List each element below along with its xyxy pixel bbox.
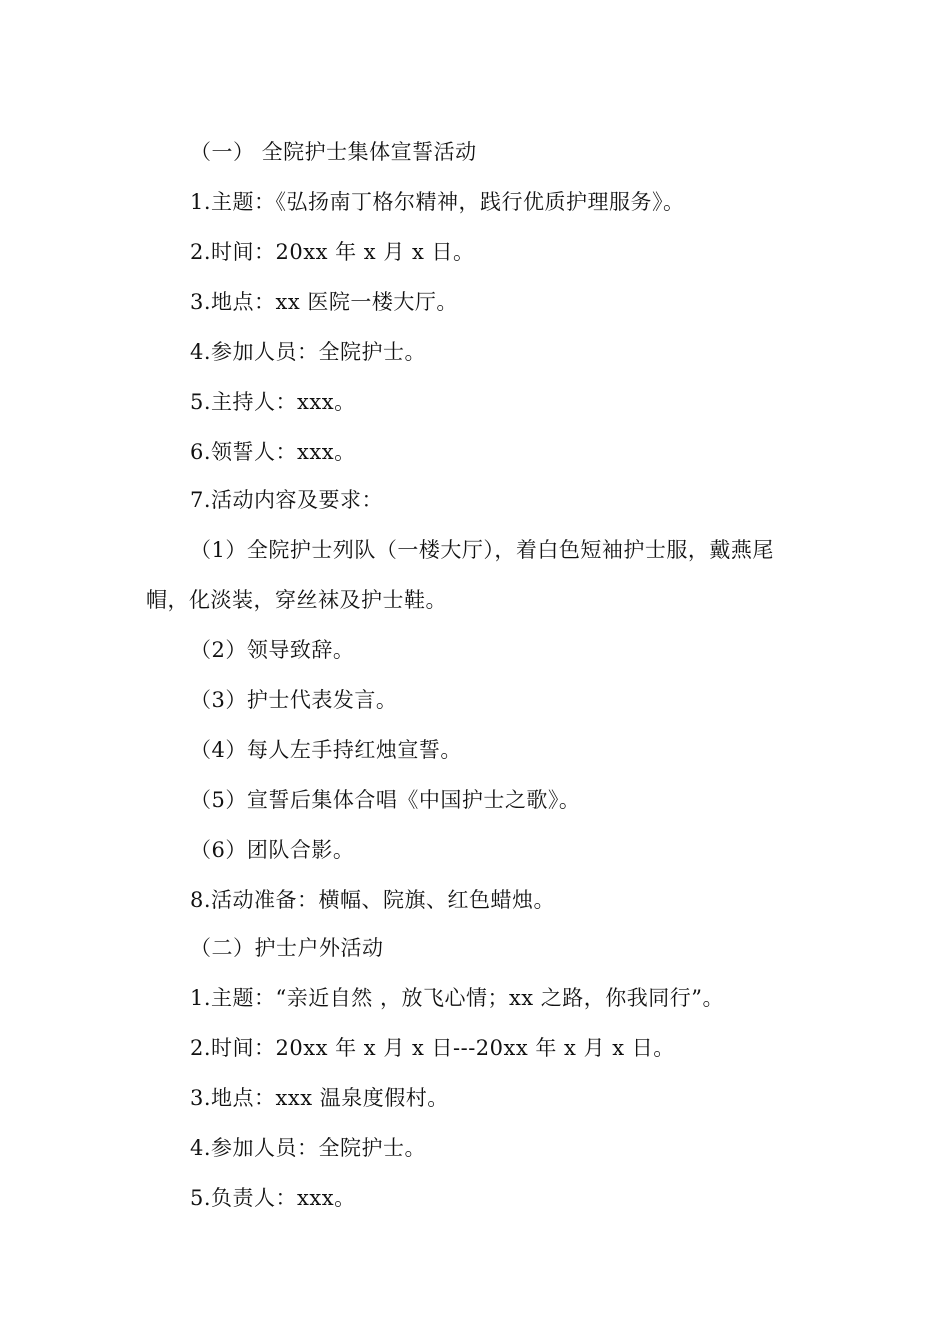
section-heading-2: （二）护士户外活动: [190, 936, 384, 960]
section-heading-1: （一） 全院护士集体宣誓活动: [190, 140, 477, 164]
text-line: 2.时间：20xx 年 x 月 x 日。: [190, 240, 475, 264]
text-line: 1.主题：“亲近自然 ，放飞心情；xx 之路，你我同行”。: [190, 986, 725, 1010]
text-line: 5.负责人：xxx。: [190, 1186, 356, 1210]
text-line: （3）护士代表发言。: [190, 688, 398, 712]
text-line: 2.时间：20xx 年 x 月 x 日---20xx 年 x 月 x 日。: [190, 1036, 675, 1060]
text-line: 3.地点：xx 医院一楼大厅。: [190, 290, 458, 314]
text-line: 7.活动内容及要求：: [190, 488, 384, 512]
text-line: （4）每人左手持红烛宣誓。: [190, 738, 462, 762]
text-line: 3.地点：xxx 温泉度假村。: [190, 1086, 449, 1110]
text-line: （5）宣誓后集体合唱《中国护士之歌》。: [190, 788, 581, 812]
text-line: 4.参加人员：全院护士。: [190, 1136, 427, 1160]
text-line: 6.领誓人：xxx。: [190, 440, 356, 464]
text-line: （6）团队合影。: [190, 838, 355, 862]
text-line: 1.主题：《弘扬南丁格尔精神，践行优质护理服务》。: [190, 190, 685, 214]
text-line: （1）全院护士列队（一楼大厅），着白色短袖护士服，戴燕尾: [190, 538, 774, 562]
text-line: 4.参加人员：全院护士。: [190, 340, 427, 364]
text-line: 5.主持人：xxx。: [190, 390, 356, 414]
text-line: （2）领导致辞。: [190, 638, 355, 662]
text-line-continuation: 帽，化淡装，穿丝袜及护士鞋。: [146, 588, 447, 612]
text-line: 8.活动准备：横幅、院旗、红色蜡烛。: [190, 888, 556, 912]
